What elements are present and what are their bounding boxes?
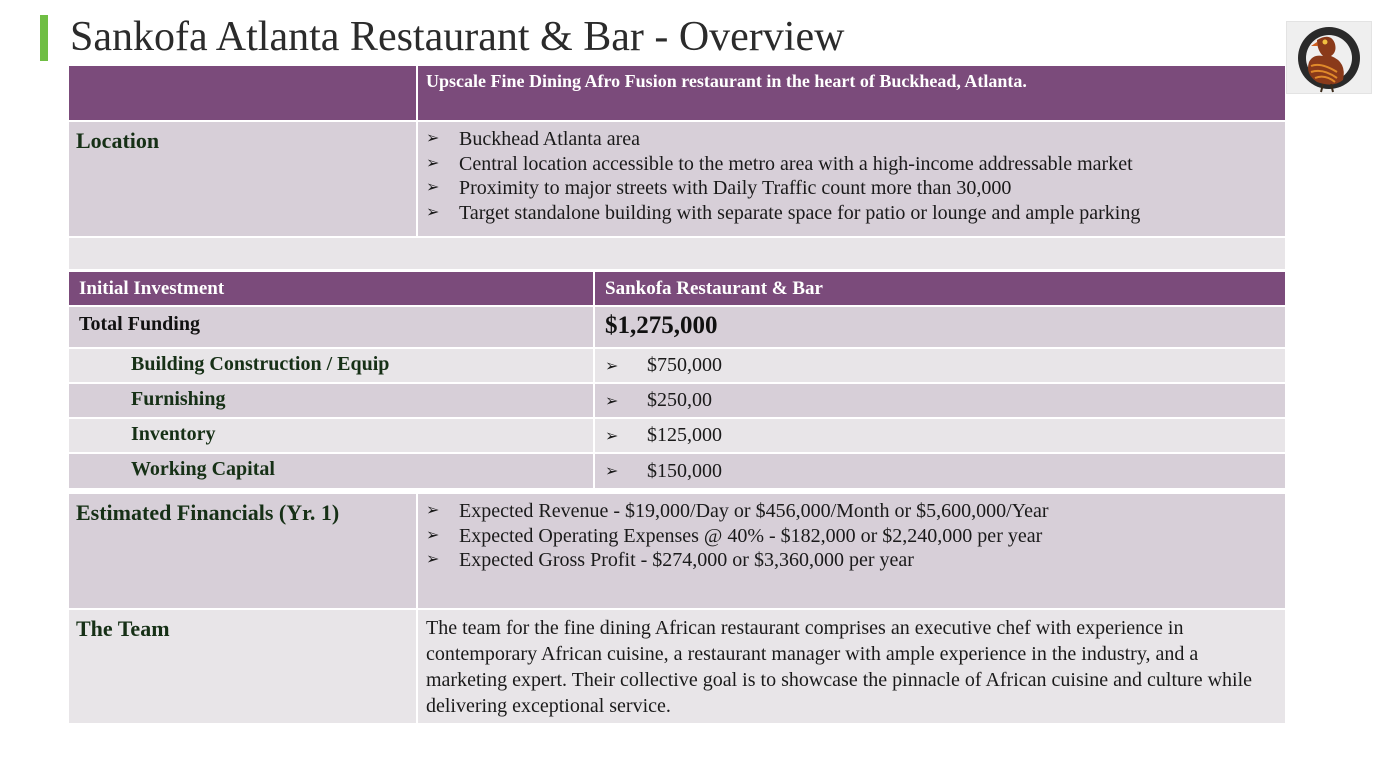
page-title: Sankofa Atlanta Restaurant & Bar - Overview [70,14,845,60]
sankofa-bird-icon [1287,22,1371,93]
financials-bullets [418,494,1285,578]
location-label: Location [69,122,418,236]
team-description: The team for the fine dining African restaurant comprises an executive chef with experience in contemporary African cuisine, a restaurant manager with ample experience in the industry, and a marketing expert. Their collective goal is to showcase the pinnacle of African cuisine and culture while delivering exceptional service. [426,617,1253,717]
financials-label: Estimated Financials (Yr. 1) [69,494,418,608]
arrow-bullet-icon: ➢ [605,463,619,480]
investment-item-value: $750,000 [647,354,722,376]
investment-item-label: Furnishing [69,384,595,417]
total-funding-value: $1,275,000 [605,312,718,339]
arrow-bullet-icon: ➢ [426,154,440,172]
investment-item-value: $150,000 [647,459,722,482]
list-item: ➢ Expected Gross Profit - $274,000 or $3,360,000 per year [426,549,914,571]
table-row [69,454,1285,488]
team-row [69,610,1285,723]
arrow-bullet-icon: ➢ [426,203,440,221]
investment-header-left: Initial Investment [69,272,595,305]
total-funding-row [69,307,1285,347]
arrow-bullet-icon: ➢ [426,526,440,544]
location-row [69,122,1285,236]
logo [1286,21,1372,94]
investment-header-row [69,272,1285,305]
list-item: ➢ Buckhead Atlanta area [426,128,641,150]
arrow-bullet-icon: ➢ [426,502,440,519]
arrow-bullet-icon: ➢ [426,551,440,568]
table-row [69,419,1285,452]
arrow-bullet-icon: ➢ [426,130,440,147]
investment-header-right: Sankofa Restaurant & Bar [605,278,823,299]
list-item: ➢ Expected Revenue - $19,000/Day or $456,000/Month or $5,600,000/Year [426,500,1049,522]
list-item: ➢ Central location accessible to the metro area with a high-income addressable market [426,152,1133,175]
team-label: The Team [69,610,418,723]
list-item: ➢ Target standalone building with separate space for patio or lounge and ample parking [426,201,1141,224]
investment-item-value: $125,000 [647,424,722,446]
list-item: ➢ Expected Operating Expenses @ 40% - $182,000 or $2,240,000 per year [426,524,1043,547]
financials-row [69,494,1285,608]
location-bullets [418,122,1285,230]
investment-item-label: Building Construction / Equip [69,349,595,382]
spacer-row [69,238,1285,269]
title-accent-bar [40,15,48,61]
investment-item-value: $250,00 [647,389,712,411]
overview-header-blank [69,66,418,120]
arrow-bullet-icon: ➢ [426,179,440,196]
arrow-bullet-icon: ➢ [605,357,619,375]
arrow-bullet-icon: ➢ [605,392,619,410]
arrow-bullet-icon: ➢ [605,427,619,445]
investment-item-label: Inventory [69,419,595,452]
overview-tagline: Upscale Fine Dining Afro Fusion restaurant in the heart of Buckhead, Atlanta. [426,71,1027,91]
list-item: ➢ Proximity to major streets with Daily Traffic count more than 30,000 [426,177,1012,199]
total-funding-label: Total Funding [69,307,595,347]
table-row [69,349,1285,382]
overview-header-row [69,66,1285,120]
investment-item-label: Working Capital [69,454,595,488]
table-row [69,384,1285,417]
